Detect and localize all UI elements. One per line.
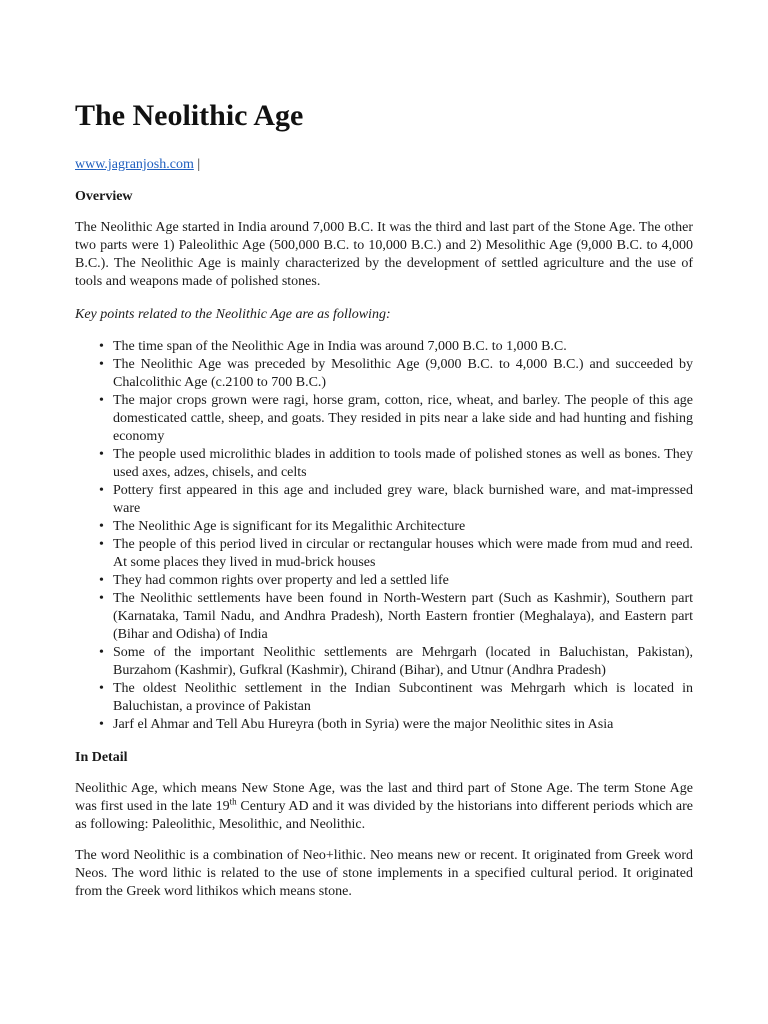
list-item: [99, 644, 693, 680]
list-item-text: The Neolithic Age was preceded by Mesolithic Age (9,000 B.C. to 4,000 B.C.) and succeeded by Chalcolithic Age (c.2100 to 700 B.C.): [113, 357, 693, 390]
source-line: [75, 156, 693, 174]
list-item: [99, 482, 693, 518]
list-item-text: The major crops grown were ragi, horse gram, cotton, rice, wheat, and barley. The people of this age domesticated cattle, sheep, and goats. They resided in pits near a lake side and had hunting and fishing economy: [113, 393, 693, 444]
source-separator: |: [193, 157, 201, 172]
list-item: [99, 590, 693, 644]
list-item: [99, 518, 693, 536]
list-item-text: The oldest Neolithic settlement in the Indian Subcontinent was Mehrgarh which is located in Baluchistan, a province of Pakistan: [113, 681, 693, 714]
bullet-icon: •: [99, 591, 104, 606]
bullet-icon: •: [99, 357, 104, 372]
list-item: [99, 572, 693, 590]
detail-heading: In Detail: [75, 750, 128, 765]
list-item-text: Some of the important Neolithic settlements are Mehrgarh (located in Baluchistan, Pakistan), Burzahom (Kashmir), Gufkral (Kashmir), Chirand (Bihar), and Utnur (Andhra Pradesh): [113, 645, 693, 678]
list-item-text: Jarf el Ahmar and Tell Abu Hureyra (both in Syria) were the major Neolithic sites in Asia: [113, 717, 614, 732]
list-item-text: They had common rights over property and led a settled life: [113, 573, 449, 588]
detail-paragraph-1-start: Neolithic Age, which means New Stone Age, was the last and third part of Stone Age. The term Stone Age was first used in the late 19: [75, 781, 693, 814]
bullet-icon: •: [99, 717, 104, 732]
bullet-icon: •: [99, 681, 104, 696]
superscript-th: th: [229, 796, 237, 807]
list-item: [99, 716, 693, 734]
detail-paragraph-1-end: Century AD and it was divided by the historians into different periods which are as following: Paleolithic, Mesolithic, and Neolithic.: [75, 799, 694, 832]
list-item-text: The people of this period lived in circular or rectangular houses which were made from mud and reed. At some places they lived in mud-brick houses: [113, 537, 693, 570]
page-title: The Neolithic Age: [75, 99, 304, 132]
list-item: [99, 446, 693, 482]
list-item: [99, 392, 693, 446]
bullet-icon: •: [99, 483, 104, 498]
bullet-icon: •: [99, 393, 104, 408]
bullet-icon: •: [99, 519, 104, 534]
bullet-icon: •: [99, 339, 104, 354]
list-item: [99, 338, 693, 356]
list-item-text: The time span of the Neolithic Age in India was around 7,000 B.C. to 1,000 B.C.: [113, 339, 567, 354]
list-item: [99, 356, 693, 392]
source-link[interactable]: www.jagranjosh.com: [75, 157, 194, 172]
overview-paragraph: The Neolithic Age started in India around 7,000 B.C. It was the third and last part of the Stone Age. The other two parts were 1) Paleolithic Age (500,000 B.C. to 10,000 B.C.) and 2) Mesolithic Age (9,000 B.C. to 4,000 B.C.). The Neolithic Age is mainly characterized by the development of settled agriculture and the use of tools and weapons made of polished stones.: [75, 220, 693, 289]
bullet-icon: •: [99, 447, 104, 462]
list-item-text: The Neolithic Age is significant for its Megalithic Architecture: [113, 519, 466, 534]
overview-heading: Overview: [75, 189, 133, 204]
bullet-icon: •: [99, 645, 104, 660]
detail-paragraph-2: The word Neolithic is a combination of Neo+lithic. Neo means new or recent. It originated from Greek word Neos. The word lithic is related to the use of stone implements in a specified cultural period. It originated from the Greek word lithikos which means stone.: [75, 848, 693, 899]
bullet-icon: •: [99, 573, 104, 588]
key-points-intro: Key points related to the Neolithic Age are as following:: [75, 307, 391, 322]
list-item: [99, 680, 693, 716]
list-item-text: The people used microlithic blades in addition to tools made of polished stones as well as bones. They used axes, adzes, chisels, and celts: [113, 447, 693, 480]
bullet-icon: •: [99, 537, 104, 552]
key-points-list: [75, 338, 693, 734]
list-item: [99, 536, 693, 572]
list-item-text: The Neolithic settlements have been found in North-Western part (Such as Kashmir), Southern part (Karnataka, Tamil Nadu, and Andhra Pradesh), North Eastern frontier (Meghalaya), and Eastern part (Bihar and Odisha) of India: [113, 591, 693, 642]
list-item-text: Pottery first appeared in this age and included grey ware, black burnished ware, and mat-impressed ware: [113, 483, 693, 516]
detail-paragraph-1: [75, 780, 693, 834]
